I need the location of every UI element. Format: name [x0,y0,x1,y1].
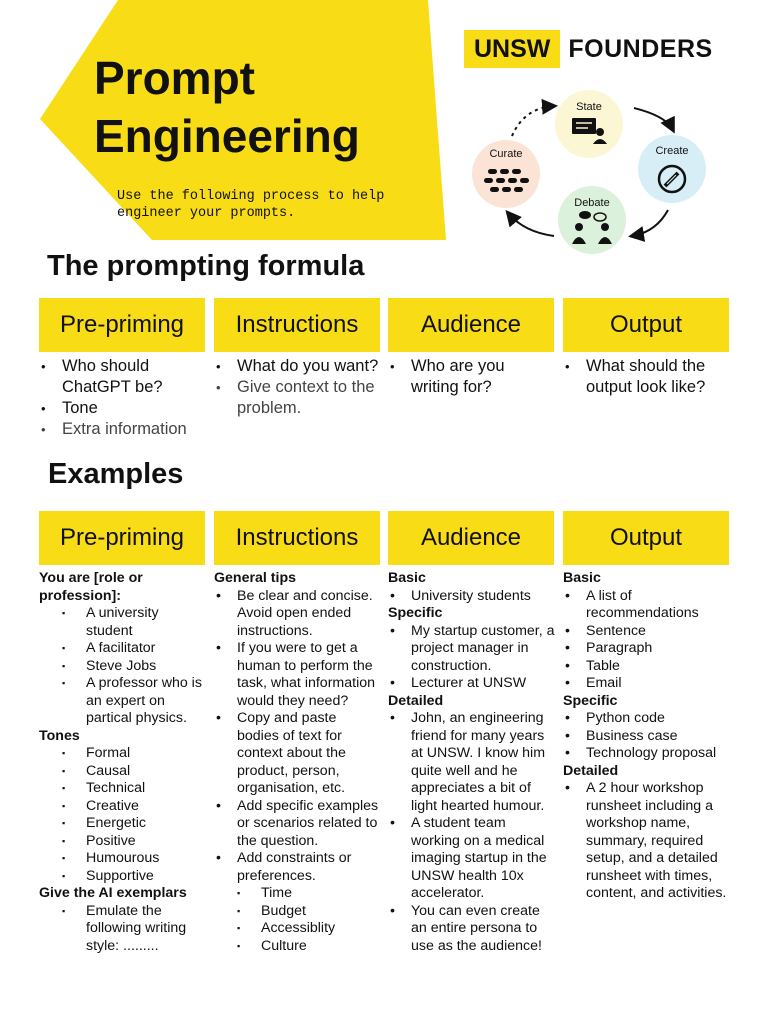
list-item: ▪ Technical [39,780,207,798]
list-item: ▪ Emulate the following writing style: ......... [39,903,207,956]
examples-heading: Examples [48,458,184,490]
output-detailed-heading: Detailed [563,762,619,779]
formula-list-output [563,356,731,398]
audience-detailed-heading: Detailed [388,692,444,709]
list-item: • What should the output look like? [563,356,731,398]
list-item: ▪ Steve Jobs [39,658,207,676]
exemplars-list [39,903,207,956]
output-basic-list [563,588,731,693]
roles-list [39,605,207,728]
list-item: ▪ Creative [39,798,207,816]
examples-output-column [563,570,731,903]
general-tips-heading: General tips [214,570,297,586]
list-item: ▪ Culture [214,938,382,956]
list-item: • Copy and paste bodies of text for context about the product, person, organisation, etc. [214,710,382,798]
list-item: ▪ A professor who is an expert on partical physics. [39,675,207,728]
list-item: • Table [563,658,731,676]
list-item: • A list of recommendations [563,588,731,623]
list-item: • You can even create an entire persona to use as the audience! [388,903,556,956]
list-item: ▪ Formal [39,745,207,763]
examples-instructions-column [214,570,382,955]
list-item: • Who should ChatGPT be? [39,356,207,398]
page-subtitle: Use the following process to help engineer your prompts. [117,189,385,221]
list-item: ▪ Time [214,885,382,903]
logo-founders: FOUNDERS [568,34,713,63]
audience-specific-list [388,623,556,693]
audience-detailed-list [388,710,556,955]
examples-header-instructions: Instructions [214,511,380,565]
list-item: ▪ A university student [39,605,207,640]
state-label: State [576,101,602,113]
list-item: • University students [388,588,556,606]
formula-heading: The prompting formula [47,250,365,282]
list-item: • Lecturer at UNSW [388,675,556,693]
constraints-list [214,885,382,955]
list-item: ▪ Energetic [39,815,207,833]
curate-label: Curate [489,148,523,160]
formula-list-preprime [39,356,207,440]
list-item: • Add constraints or preferences. [214,850,382,885]
list-item: • My startup customer, a project manager in construction. [388,623,556,676]
list-item: • Business case [563,728,731,746]
formula-header-audience: Audience [388,298,554,352]
list-item: • If you were to get a human to perform the task, what information would they need? [214,640,382,710]
list-item: • Python code [563,710,731,728]
list-item: ▪ Accessiblity [214,920,382,938]
list-item: • Paragraph [563,640,731,658]
audience-basic-list [388,588,556,606]
role-heading: You are [role or profession]: [39,570,143,604]
list-item: • John, an engineering friend for many years at UNSW. I know him quite well and he appreciates a bit of light hearted humour. [388,710,556,815]
list-item: • Tone [39,398,207,419]
examples-preprime-column [39,570,207,955]
audience-specific-heading: Specific [388,605,443,621]
list-item: ▪ A facilitator [39,640,207,658]
process-cycle-diagram [466,86,720,260]
output-detailed-list [563,780,731,903]
examples-audience-column [388,570,556,955]
list-item: • Who are you writing for? [388,356,556,398]
list-item: • Give context to the problem. [214,377,382,419]
arrow-create-debate [632,210,668,236]
create-label: Create [655,145,689,157]
examples-header-preprime: Pre-priming [39,511,205,565]
list-item: • Extra information [39,419,207,440]
list-item: ▪ Supportive [39,868,207,886]
unsw-founders-logo [464,30,713,68]
formula-list-audience [388,356,556,398]
list-item: • A student team working on a medical imaging startup in the UNSW health 10x accelerator. [388,815,556,903]
list-item: • Sentence [563,623,731,641]
list-item: • Be clear and concise. Avoid open ended instructions. [214,588,382,641]
list-item: ▪ Positive [39,833,207,851]
list-item: ▪ Budget [214,903,382,921]
debate-label: Debate [574,197,610,209]
formula-list-instructions [214,356,382,419]
list-item: • What do you want? [214,356,382,377]
formula-header-preprime: Pre-priming [39,298,205,352]
arrow-state-create [634,108,673,130]
tips-list [214,588,382,886]
audience-basic-heading: Basic [388,570,426,586]
list-item: • Add specific examples or scenarios related to the question. [214,798,382,851]
list-item: • Technology proposal [563,745,731,763]
exemplars-heading: Give the AI exemplars [39,885,187,901]
page-title: Prompt Engineering [94,52,360,162]
logo-unsw: UNSW [464,30,560,68]
examples-header-output: Output [563,511,729,565]
output-basic-heading: Basic [563,570,601,586]
list-item: ▪ Humourous [39,850,207,868]
formula-header-instructions: Instructions [214,298,380,352]
output-specific-heading: Specific [563,692,618,709]
list-item: ▪ Causal [39,763,207,781]
tones-list [39,745,207,885]
formula-header-output: Output [563,298,729,352]
tones-heading: Tones [39,727,80,744]
list-item: • A 2 hour workshop runsheet including a workshop name, summary, required setup, and a detailed runsheet with times, content, and activities. [563,780,731,903]
output-specific-list [563,710,731,763]
list-item: • Email [563,675,731,693]
examples-header-audience: Audience [388,511,554,565]
arrow-curate-state [512,106,554,136]
arrow-debate-curate [508,213,554,236]
